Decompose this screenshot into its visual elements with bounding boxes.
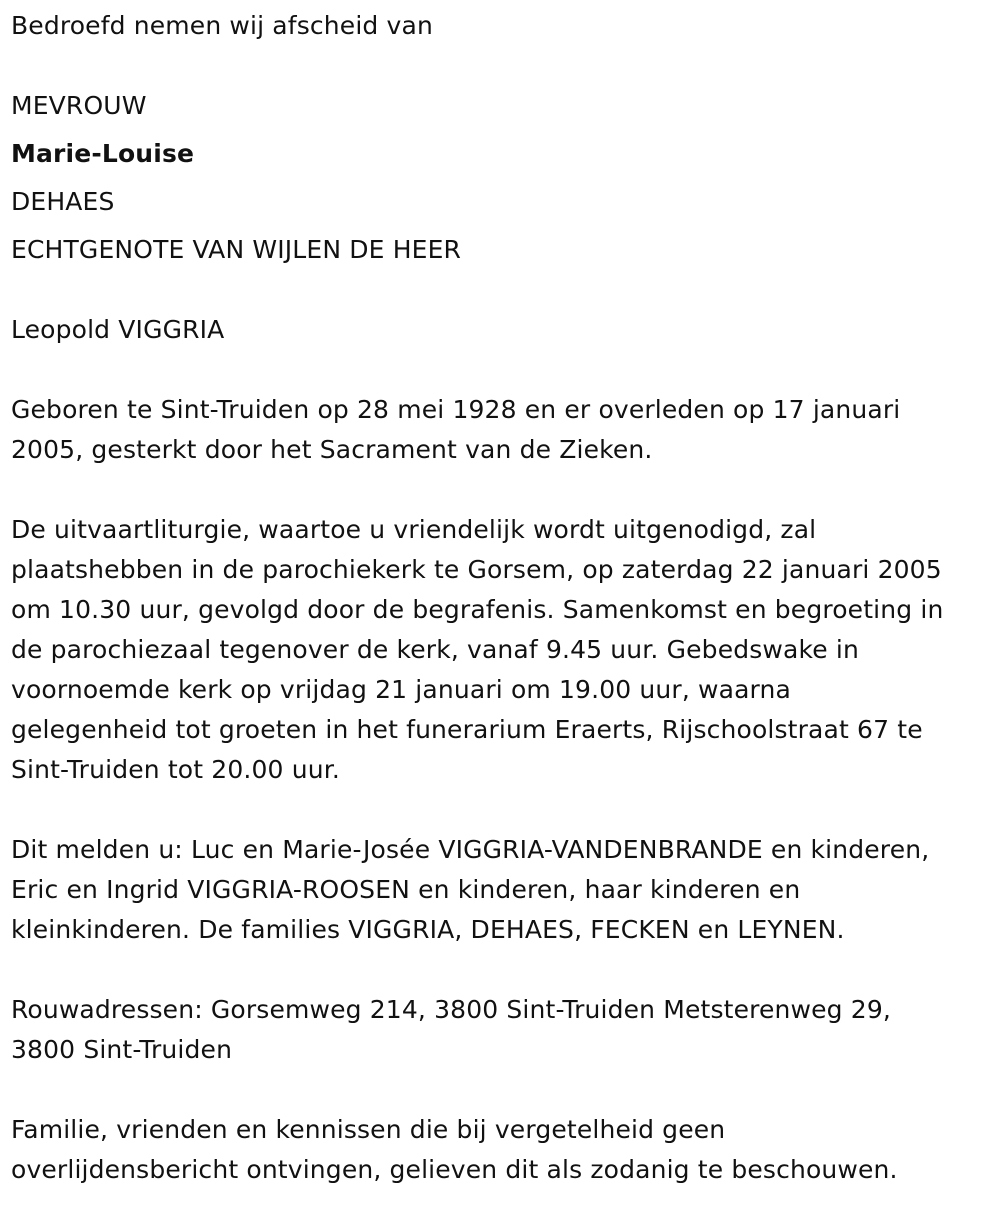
paragraph-line: 3800 Sint-Truiden: [11, 1035, 233, 1064]
paragraph-line: Dit melden u: Luc en Marie-Josée VIGGRIA-VANDENBRANDE en kinderen,: [11, 835, 930, 864]
paragraph-line: voornoemde kerk op vrijdag 21 januari om 19.00 uur, waarna: [11, 675, 792, 704]
paragraph-line: plaatshebben in de parochiekerk te Gorsem, op zaterdag 22 januari 2005: [11, 555, 942, 584]
paragraph-line: Rouwadressen: Gorsemweg 214, 3800 Sint-Truiden Metsterenweg 29,: [11, 995, 891, 1024]
paragraph-line: Sint-Truiden tot 20.00 uur.: [11, 755, 340, 784]
paragraph-line: de parochiezaal tegenover de kerk, vanaf 9.45 uur. Gebedswake in: [11, 635, 859, 664]
paragraph-line: Familie, vrienden en kennissen die bij vergetelheid geen: [11, 1115, 726, 1144]
honorific-title: MEVROUW: [11, 91, 147, 120]
paragraph-line: Geboren te Sint-Truiden op 28 mei 1928 en er overleden op 17 januari: [11, 395, 901, 424]
paragraph-line: De uitvaartliturgie, waartoe u vriendelijk wordt uitgenodigd, zal: [11, 515, 817, 544]
spouse-name: Leopold VIGGRIA: [11, 315, 225, 344]
intro-text: Bedroefd nemen wij afscheid van: [11, 11, 433, 40]
spouse-label: ECHTGENOTE VAN WIJLEN DE HEER: [11, 235, 462, 264]
paragraph-line: om 10.30 uur, gevolgd door de begrafenis. Samenkomst en begroeting in: [11, 595, 944, 624]
deceased-first-name: Marie-Louise: [11, 139, 195, 168]
deceased-last-name: DEHAES: [11, 187, 115, 216]
paragraph-line: overlijdensbericht ontvingen, gelieven dit als zodanig te beschouwen.: [11, 1155, 898, 1184]
paragraph-line: kleinkinderen. De families VIGGRIA, DEHAES, FECKEN en LEYNEN.: [11, 915, 845, 944]
paragraph-line: Eric en Ingrid VIGGRIA-ROOSEN en kinderen, haar kinderen en: [11, 875, 801, 904]
paragraph-line: 2005, gesterkt door het Sacrament van de Zieken.: [11, 435, 653, 464]
paragraph-line: gelegenheid tot groeten in het funerarium Eraerts, Rijschoolstraat 67 te: [11, 715, 923, 744]
